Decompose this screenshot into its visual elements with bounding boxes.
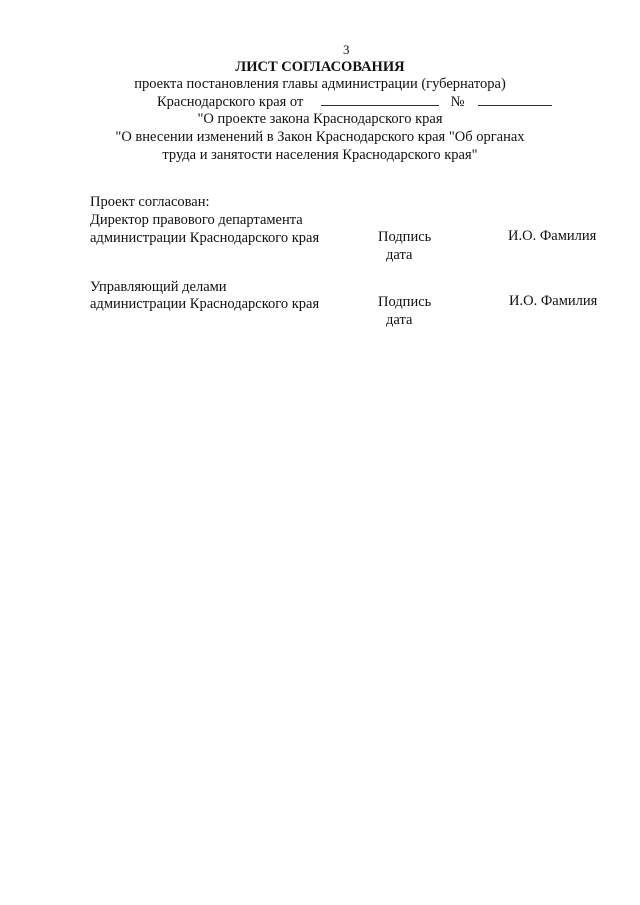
subtitle-line-3: "О проекте закона Краснодарского края bbox=[197, 111, 443, 127]
approver-1-name: И.О. Фамилия bbox=[508, 228, 597, 244]
subtitle-line-1: проекта постановления главы администрации (губернатора) bbox=[134, 76, 506, 92]
approval-intro: Проект согласован: bbox=[90, 194, 210, 210]
subtitle-date-prefix: Краснодарского края от bbox=[157, 94, 304, 110]
approver-2-position-line-2: администрации Краснодарского края bbox=[90, 296, 320, 312]
approver-2-date-label: дата bbox=[386, 312, 413, 328]
number-sign: № bbox=[450, 94, 465, 110]
approver-1-date-label: дата bbox=[386, 247, 413, 263]
approver-2-position-line-1: Управляющий делами bbox=[90, 279, 227, 295]
number-blank-field bbox=[478, 92, 552, 106]
page-number: 3 bbox=[343, 42, 350, 57]
subtitle-line-5: труда и занятости населения Краснодарского края" bbox=[162, 147, 478, 163]
date-blank-field bbox=[321, 92, 439, 106]
approver-1-position-line-1: Директор правового департамента bbox=[90, 212, 303, 228]
approver-1-signature-label: Подпись bbox=[378, 229, 432, 245]
document-title: ЛИСТ СОГЛАСОВАНИЯ bbox=[235, 59, 405, 75]
approver-2-signature-label: Подпись bbox=[378, 294, 432, 310]
subtitle-line-4: "О внесении изменений в Закон Краснодарского края "Об органах bbox=[115, 129, 525, 145]
subtitle-line-2 bbox=[157, 92, 552, 111]
approver-2-name: И.О. Фамилия bbox=[509, 293, 598, 309]
approver-1-position-line-2: администрации Краснодарского края bbox=[90, 230, 320, 246]
